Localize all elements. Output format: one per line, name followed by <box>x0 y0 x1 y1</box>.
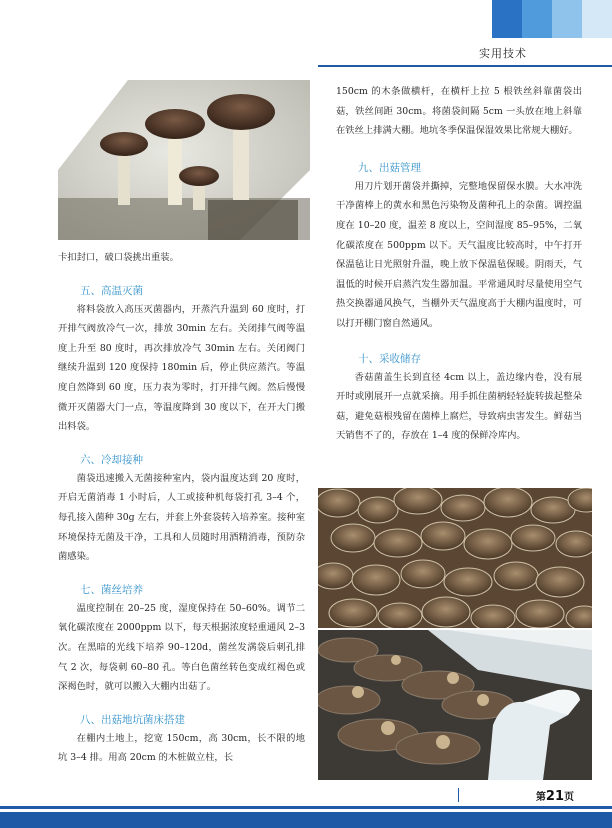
page-number <box>536 788 574 804</box>
footer-corner-rule <box>458 788 459 802</box>
greenhouse-harvest-photo <box>318 630 592 780</box>
right-continuation: 150cm 的木条做横杆，在横杆上拉 5 根铁丝斜靠菌袋出菇，铁丝间距 30cm。将菌袋间隔 5cm 一头放在地上斜靠在铁丝上排满大棚。地坑冬季保温保湿效果比常规大棚好。 <box>336 86 582 137</box>
page-prefix: 第 <box>535 792 546 803</box>
paragraph-sterilization: 将料袋放入高压灭菌器内，开蒸汽升温到 60 度时，打开排气阀放冷气一次，排放 30min 左右。关闭排气阀等温度上升至 80 度时，再次排放冷气 30min 左右。关闭阀门继续升温到 120 度保持 180min 后，停止供应蒸汽。等温度自然降到 60 度，压力表为零时，打开排气阀。然后慢慢微开灭菌器大门一点，等温度降到 30 度以下，在开大门搬出料袋。 <box>58 303 305 433</box>
footer-bar <box>0 812 612 828</box>
paragraph-cooling-inoculation: 菌袋迅速搬入无菌接种室内，袋内温度达到 20 度时，开启无菌消毒 1 小时后，人工或接种机每袋打孔 3–4 个，每孔接入菌种 30g 左右，并套上外套袋转入培养室。接种室环境保持无菌及干净，工具和人员随时用酒精消毒，预防杂菌感染。 <box>58 472 305 563</box>
strip-block-2 <box>522 0 552 38</box>
left-column <box>58 248 305 768</box>
strip-block-4 <box>582 0 612 38</box>
dried-mushroom-photo <box>318 488 592 628</box>
paragraph-pit-bed: 在棚内土地上，挖宽 150cm，高 30cm，长不限的地坑 3–4 排。用高 20cm 的木桩做立柱，长 <box>58 732 305 764</box>
heading-fruiting-management: 九、出菇管理 <box>358 161 421 174</box>
section-label: 实用技术 <box>479 47 527 60</box>
heading-sterilization: 五、高温灭菌 <box>80 284 143 297</box>
heading-pit-bed: 八、出菇地坑菌床搭建 <box>80 713 185 726</box>
heading-cooling-inoculation: 六、冷却接种 <box>80 453 143 466</box>
heading-harvest-storage: 十、采收储存 <box>358 352 421 365</box>
mushroom-photo-top <box>58 80 310 240</box>
left-intro: 卡扣封口，破口袋挑出重装。 <box>58 252 179 263</box>
paragraph-harvest-storage: 香菇菌盖生长到直径 4cm 以上，盖边缘内卷，没有展开时或刚展开一点就采摘。用手抓住菌柄轻轻旋转拔起整朵菇，避免菇根残留在菌棒上腐烂，导致病虫害发生。鲜菇当天销售不了的，存放在 1–4 度的保鲜冷库内。 <box>336 371 582 442</box>
right-column <box>336 82 582 446</box>
page-suffix: 页 <box>564 792 574 803</box>
heading-mycelium-culture: 七、菌丝培养 <box>80 583 143 596</box>
paragraph-fruiting-management: 用刀片划开菌袋并撕掉，完整地保留保水膜。大水冲洗干净菌棒上的黄水和黑色污染物及菌种孔上的杂菌。调控温度在 10–20 度，温差 8 度以上，空间湿度 85–95%，二氧化碳浓度在 500ppm 以下。天气温度比较高时，中午打开保温毡让日光照射升温，晚上放下保温毡保暖。阴雨天，气温低的时候开启蒸汽发生器加温。平常通风时尽量使用空气热交换器通风换气，当棚外天气温度高于大棚内温度时，可以打开棚门窗自然通风。 <box>336 180 582 329</box>
header-rule <box>318 65 612 67</box>
page-number-value: 21 <box>545 789 564 804</box>
strip-block-3 <box>552 0 582 38</box>
paragraph-mycelium-culture: 温度控制在 20–25 度，湿度保持在 50–60%。调节二氧化碳浓度在 2000ppm 以下，每天根据浓度轻重通风 2–3 次。在黑暗的光线下培养 90–120d，菌丝发满袋后刺孔排气 2 次，每袋刺 60–80 孔。等白色菌丝转色变成红褐色或深褐色时，就可以搬入大棚内出菇了。 <box>58 602 305 693</box>
strip-block-1 <box>492 0 522 38</box>
footer-rule <box>0 806 612 809</box>
header-color-strip <box>492 0 612 38</box>
